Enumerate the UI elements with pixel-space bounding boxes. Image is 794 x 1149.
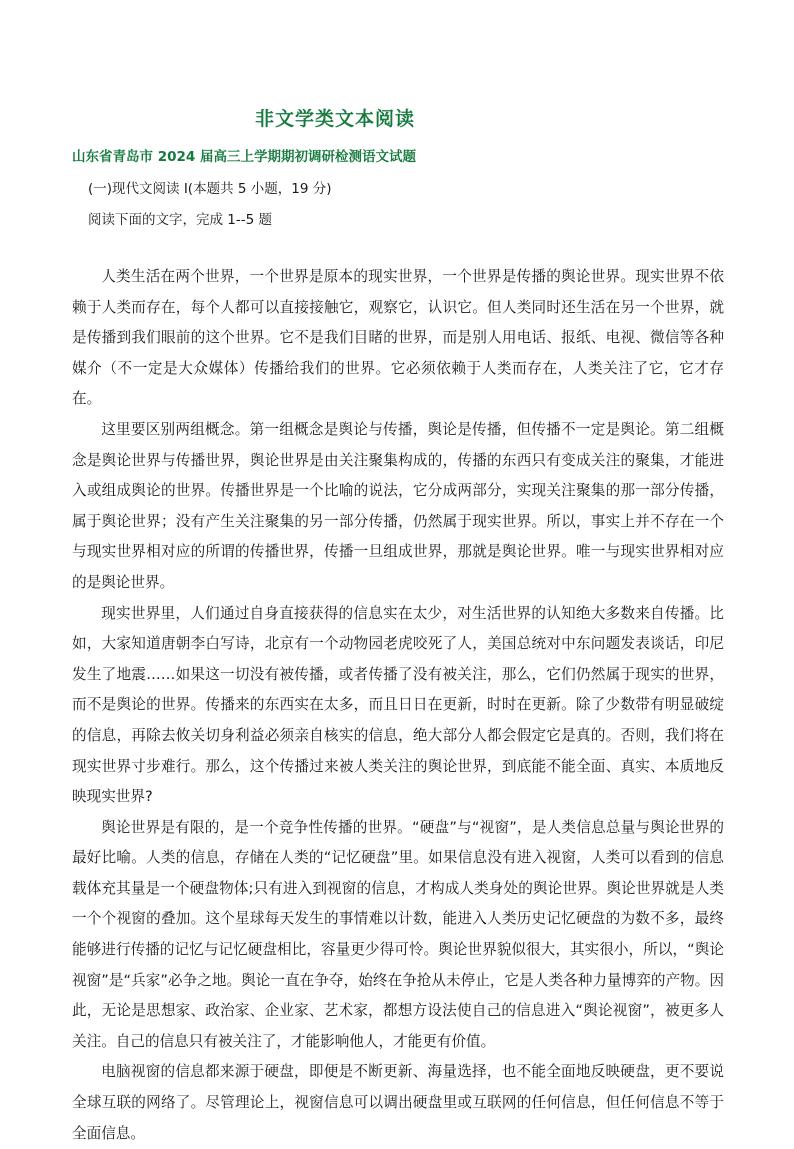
passage-paragraph: 舆论世界是有限的，是一个竞争性传播的世界。“硬盘”与“视窗”，是人类信息总量与舆论世界的最好比喻。人类的信息，存储在人类的“记忆硬盘”里。如果信息没有进入视窗，人类可以看到的信息载体充其量是一个硬盘物体;只有进入到视窗的信息，才构成人类身处的舆论世界。舆论世界就是人类一个个视窗的叠加。这个星球每天发生的事情难以计数，能进入人类历史记忆硬盘的为数不多，最终能够进行传播的记忆与记忆硬盘相比，容量更少得可怜。舆论世界貌似很大，其实很小，所以，“舆论视窗”是“兵家”必争之地。舆论一直在争夺，始终在争抢从未停止，它是人类各种力量博弈的产物。因此，无论是思想家、政治家、企业家、艺术家，都想方设法使自己的信息进入“舆论视窗”，被更多人关注。自己的信息只有被关注了，才能影响他人，才能更有价值。 (72, 818, 724, 1050)
reading-instruction: 阅读下面的文字，完成 1--5 题 (88, 212, 273, 228)
passage-paragraph: 现实世界里，人们通过自身直接获得的信息实在太少，对生活世界的认知绝大多数来自传播。比如，大家知道唐朝李白写诗，北京有一个动物园老虎咬死了人，美国总统对中东问题发表谈话，印尼发生了地震……如果这一切没有被传播，或者传播了没有被关注，那么，它们仍然属于现实的世界，而不是舆论的世界。传播来的东西实在太多，而且日日在更新，时时在更新。除了少数带有明显破绽的信息，再除去攸关切身利益必须亲自核实的信息，绝大部分人都会假定它是真的。否则，我们将在现实世界寸步难行。那么，这个传播过来被人类关注的舆论世界，到底能不能全面、真实、本质地反映现实世界? (72, 604, 724, 806)
passage-paragraph: 这里要区别两组概念。第一组概念是舆论与传播，舆论是传播，但传播不一定是舆论。第二组概念是舆论世界与传播世界，舆论世界是由关注聚集构成的，传播的东西只有变成关注的聚集，才能进入或组成舆论的世界。传播世界是一个比喻的说法，它分成两部分，实现关注聚集的那一部分传播，属于舆论世界；没有产生关注聚集的另一部分传播，仍然属于现实世界。所以，事实上并不存在一个与现实世界相对应的所谓的传播世界，传播一旦组成世界，那就是舆论世界。唯一与现实世界相对应的是舆论世界。 (72, 420, 724, 591)
passage-paragraph: 电脑视窗的信息都来源于硬盘，即便是不断更新、海量选择，也不能全面地反映硬盘，更不要说全球互联的网络了。尽管理论上，视窗信息可以调出硬盘里或互联网的任何信息，但任何信息不等于全面信息。 (72, 1063, 724, 1142)
passage-paragraph: 人类生活在两个世界，一个世界是原本的现实世界，一个世界是传播的舆论世界。现实世界不依赖于人类而存在，每个人都可以直接接触它，观察它，认识它。但人类同时还生活在另一个世界，就是传播到我们眼前的这个世界。它不是我们目睹的世界，而是别人用电话、报纸、电视、微信等各种媒介（不一定是大众媒体）传播给我们的世界。它必须依赖于人类而存在，人类关注了它，它才存在。 (72, 268, 724, 408)
exam-source: 山东省青岛市 2024 届高三上学期期初调研检测语文试题 (72, 149, 416, 165)
reading-passage (72, 262, 724, 1149)
page-title: 非文学类文本阅读 (254, 108, 415, 130)
section-heading: (一)现代文阅读 I(本题共 5 小题，19 分) (88, 181, 332, 197)
